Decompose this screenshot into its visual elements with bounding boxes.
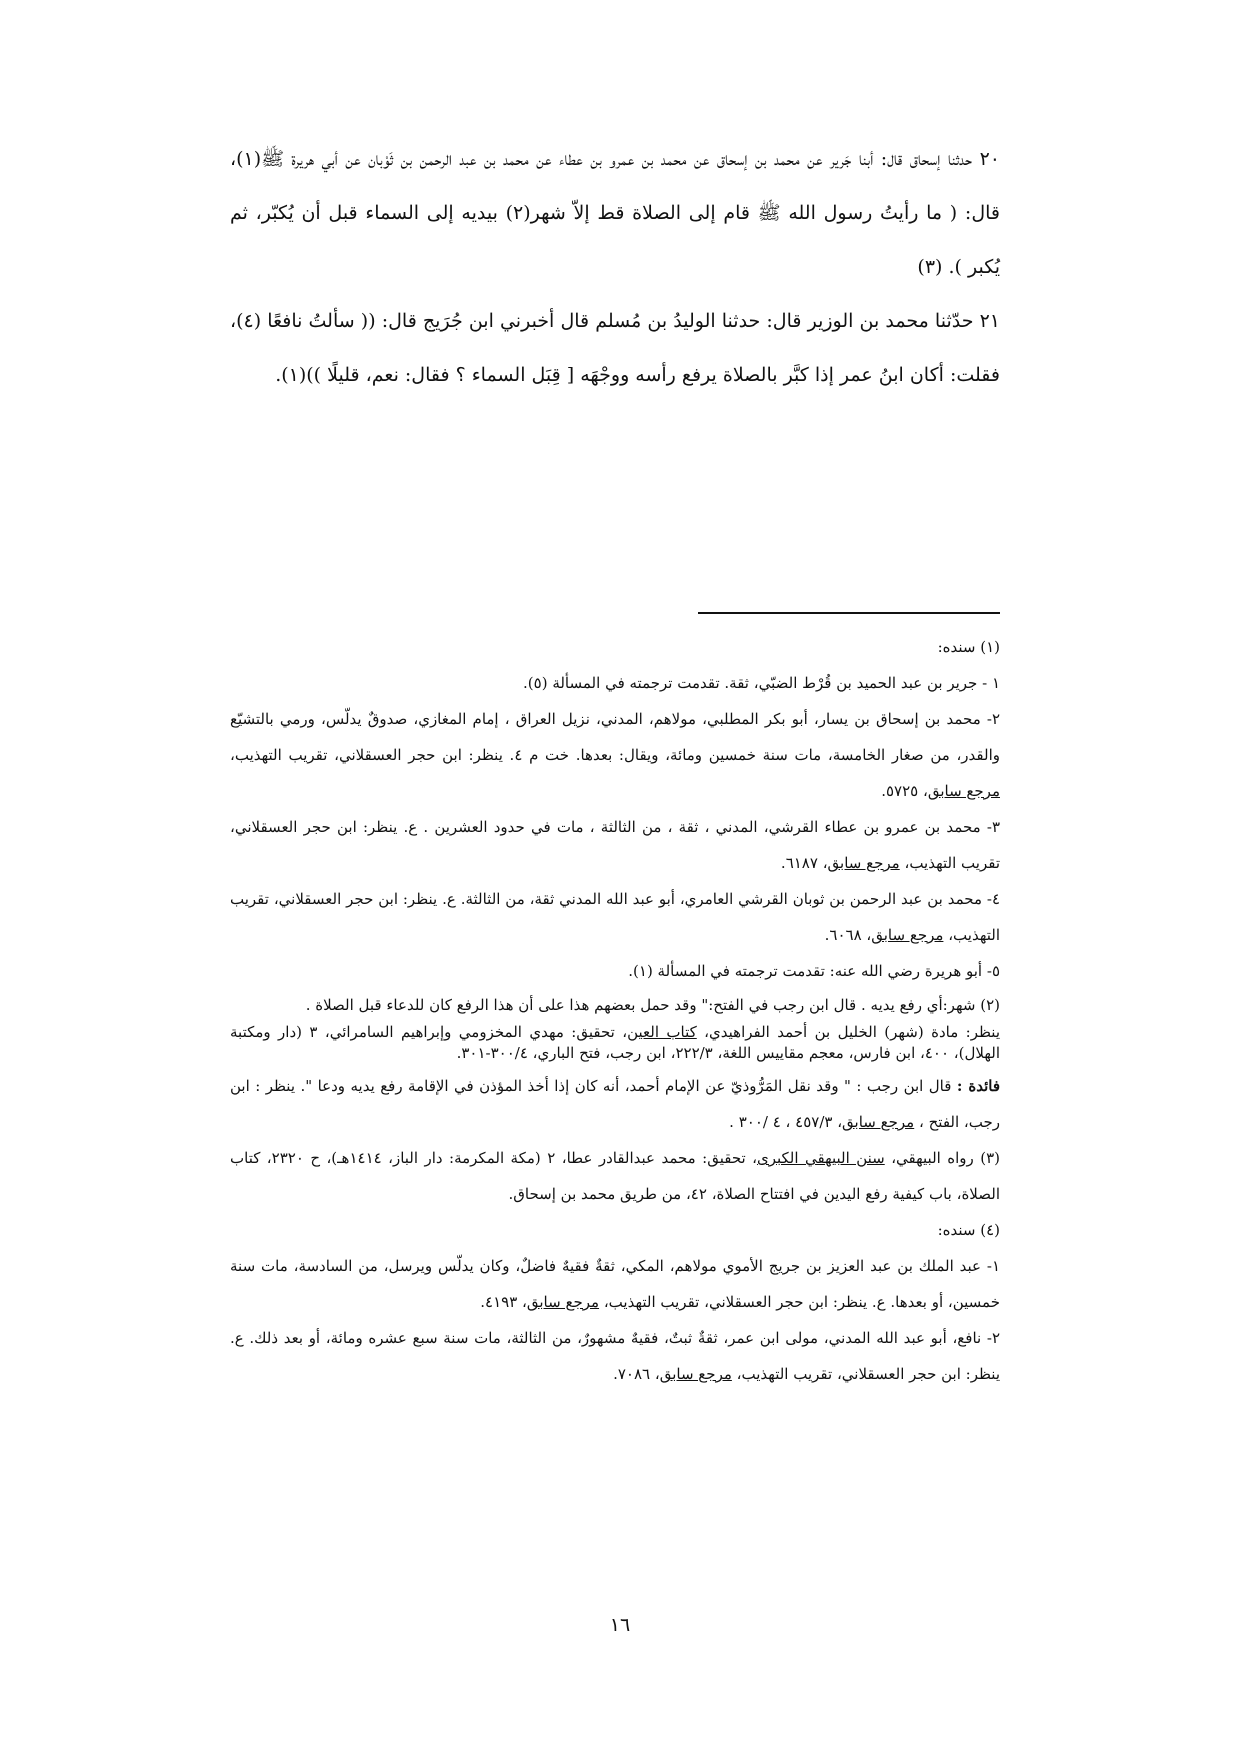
hadith-20-paragraph: ٢٠ حدثنا إسحاق قال: أبنا جَرير عن محمد بن إسحاق عن محمد بن عمرو بن عطاء عن محمد بن عبد الرحمن بن ثَوْبان عن أبي هريرة ﷺ(١)، قال: ( ما رأيتُ رسول الله ﷺ قام إلى الصلاة قط إلاّ شهر(٢) بيديه إلى السماء قبل أن يُكبّر، ثم يُكبر ). (٣) xyxy=(230,148,1000,278)
footnote-2-sources: ينظر: مادة (شهر) الخليل بن أحمد الفراهيدي، كتاب العين، تحقيق: مهدي المخزومي وإبراهيم السامرائي، ٣ (دار ومكتبة الهلال)، ٤٠٠، ابن فارس، معجم مقاييس اللغة، ٢٢٢/٣، ابن رجب، فتح الباري، ٣٠٠/٤-٣٠١. xyxy=(230,1023,1001,1062)
footnote-1-heading: (١) سنده: xyxy=(937,638,1000,656)
hadith-21-paragraph: ٢١ حدّثنا محمد بن الوزير قال: حدثنا الوليدُ بن مُسلم قال أخبرني ابن جُرَيج قال: (( سألتُ نافعًا (٤)، فقلت: أكان ابنُ عمر إذا كبَّر بالصلاة يرفع رأسه ووجْهَه [ قِبَل السماء ؟ فقال: نعم، قليلًا ))(١). xyxy=(230,310,1000,386)
reference-link: مرجع سابق xyxy=(927,782,1000,800)
reference-link: مرجع سابق xyxy=(659,1365,732,1383)
benefit-label: فائدة : xyxy=(956,1077,1000,1095)
page-number: ١٦ xyxy=(609,1614,631,1636)
reference-link: مرجع سابق xyxy=(842,1113,915,1131)
main-text xyxy=(230,132,1000,402)
footnote-2-text: (٢) شهر:أي رفع يديه . قال ابن رجب في الفتح:" وقد حمل بعضهم هذا على أن هذا الرفع كان للدعاء قبل الصلاة . xyxy=(305,996,1000,1014)
reference-link: مرجع سابق xyxy=(526,1293,600,1311)
reference-link: مرجع سابق xyxy=(827,854,900,872)
reference-link: سنن البيهقي الكبرى xyxy=(756,1149,885,1167)
reference-link: مرجع سابق xyxy=(871,926,944,944)
footnotes xyxy=(230,629,1000,1392)
footnote-1-item-2: ٢- محمد بن إسحاق بن يسار، أبو بكر المطلبي، مولاهم، المدني، نزيل العراق ، إمام المغازي، صدوقٌ يدلّس، ورمي بالتشيّع والقدر، من صغار الخامسة، مات سنة خمسين ومائة، ويقال: بعدها. خت م ٤. ينظر: ابن حجر العسقلاني، تقريب التهذيب، مرجع سابق، ٥٧٢٥. xyxy=(230,710,1000,800)
footnote-3: (٣) رواه البيهقي، سنن البيهقي الكبرى، تحقيق: محمد عبدالقادر عطا، ٢ (مكة المكرمة: دار الباز، ١٤١٤هـ)، ح ٢٣٢٠، كتاب الصلاة، باب كيفية رفع اليدين في افتتاح الصلاة، ٤٢، من طريق محمد بن إسحاق. xyxy=(230,1149,1000,1203)
reference-link: كتاب العين xyxy=(627,1023,697,1041)
footnote-1-item-3: ٣- محمد بن عمرو بن عطاء القرشي، المدني ، ثقة ، من الثالثة ، مات في حدود العشرين . ع. ينظر: ابن حجر العسقلاني، تقريب التهذيب، مرجع سابق، ٦١٨٧. xyxy=(230,818,1000,872)
footnote-4-item-2: ٢- نافع، أبو عبد الله المدني، مولى ابن عمر، ثقةٌ ثبتٌ، فقيهٌ مشهورٌ، من الثالثة، مات سنة سبع عشره ومائة، أو بعد ذلك. ع. ينظر: ابن حجر العسقلاني، تقريب التهذيب، مرجع سابق، ٧٠٨٦. xyxy=(230,1329,1000,1383)
footnote-2-benefit: فائدة : قال ابن رجب : " وقد نقل المَرُّوذيّ عن الإمام أحمد، أنه كان إذا أخذ المؤذن في الإقامة رفع يديه ودعا ". ينظر : ابن رجب، الفتح ، مرجع سابق، ٤٥٧/٣ ، ٤ /٣٠٠ . xyxy=(230,1077,1000,1131)
footnote-divider xyxy=(698,612,1000,614)
footnote-4-heading: (٤) سنده: xyxy=(937,1221,1000,1239)
footnote-4-item-1: ١- عبد الملك بن عبد العزيز بن جريج الأموي مولاهم، المكي، ثقةٌ فقيهٌ فاضلٌ، وكان يدلّس ويرسل، من السادسة، مات سنة خمسين، أو بعدها. ع. ينظر: ابن حجر العسقلاني، تقريب التهذيب، مرجع سابق، ٤١٩٣. xyxy=(230,1257,1000,1311)
footnote-1-item-5: ٥- أبو هريرة رضي الله عنه: تقدمت ترجمته في المسألة (١). xyxy=(628,962,1000,980)
footnote-1-item-4: ٤- محمد بن عبد الرحمن بن ثوبان القرشي العامري، أبو عبد الله المدني ثقة، من الثالثة. ع. ينظر: ابن حجر العسقلاني، تقريب التهذيب، مرجع سابق، ٦٠٦٨. xyxy=(230,890,1000,944)
footnote-1-item-1: ١ - جرير بن عبد الحميد بن قُرْط الضبّي، ثقة. تقدمت ترجمته في المسألة (٥). xyxy=(523,674,1000,692)
